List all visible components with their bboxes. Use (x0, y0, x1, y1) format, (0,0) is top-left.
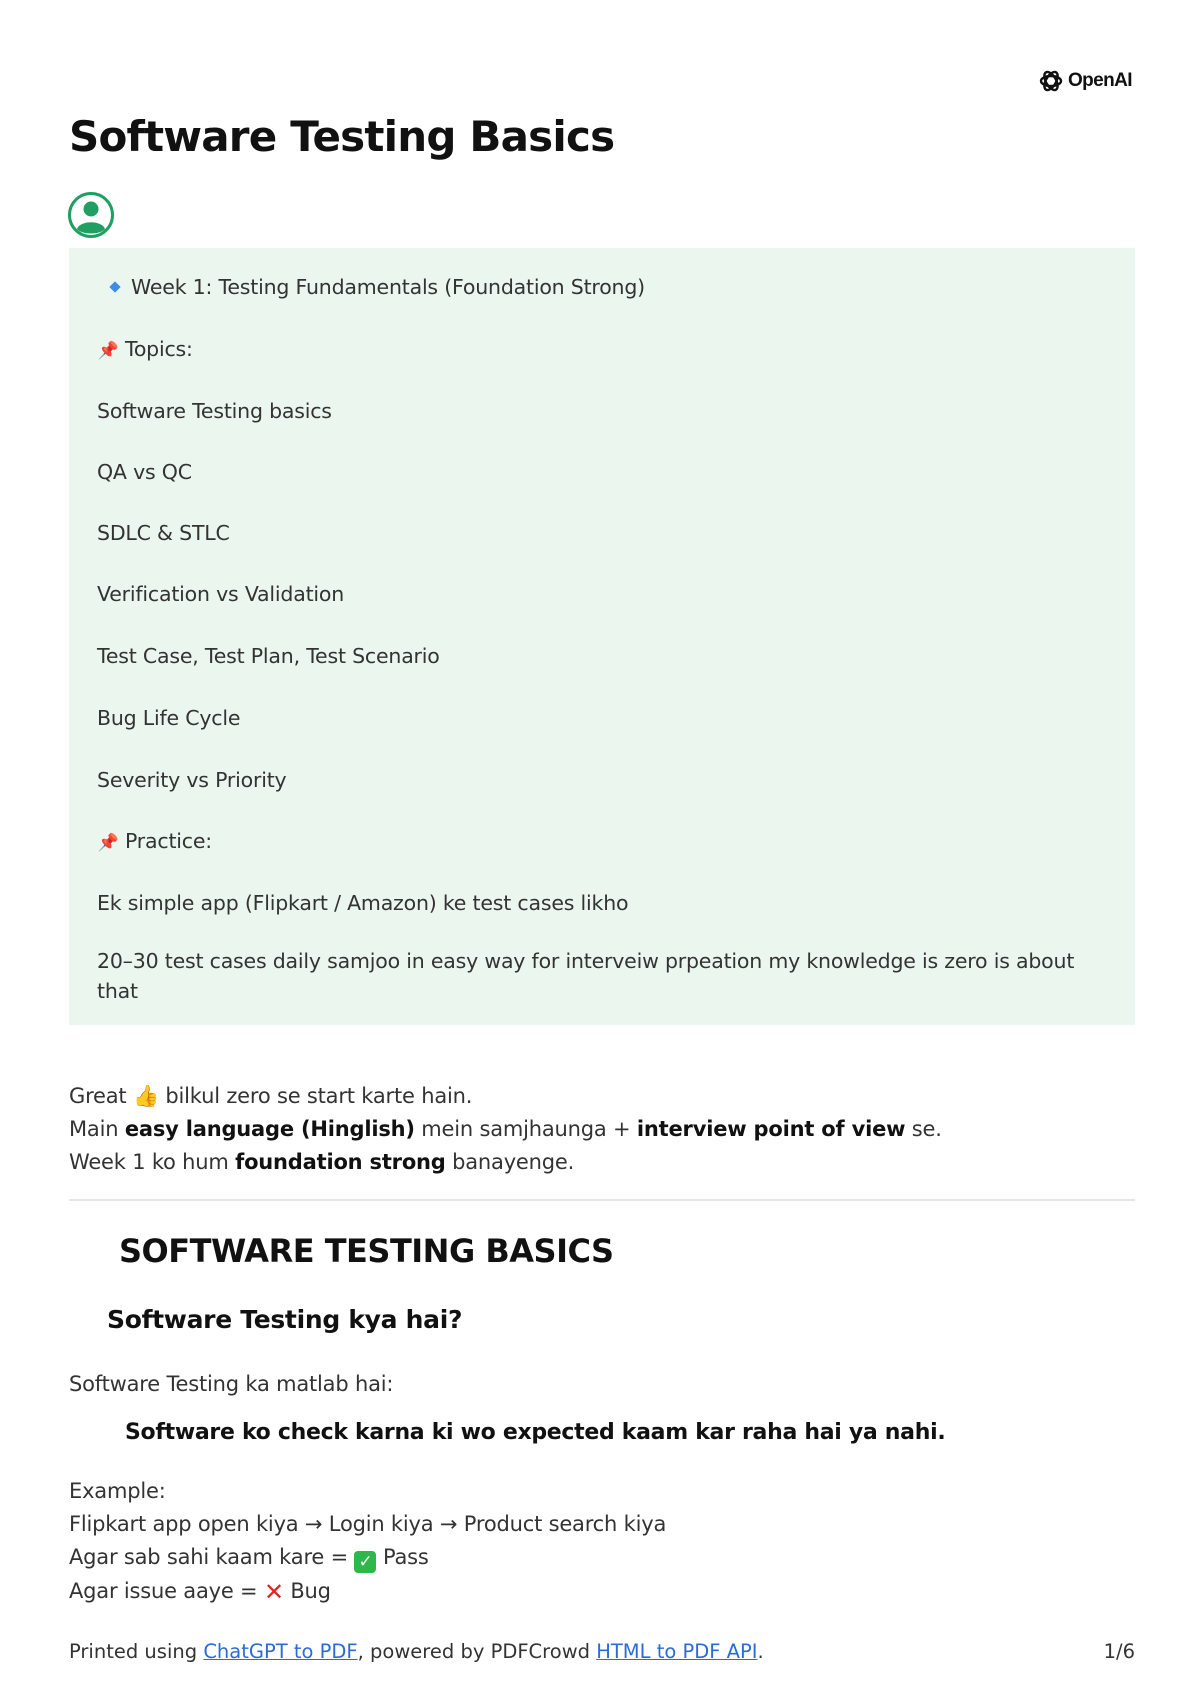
topic-item: QA vs QC (97, 460, 192, 484)
page-title: Software Testing Basics (69, 112, 615, 161)
section-divider (69, 1199, 1135, 1201)
page-number: 1/6 (1103, 1640, 1135, 1663)
logo-text: OpenAI (1068, 70, 1132, 91)
example-line-2: Agar sab sahi kaam kare = ✓ Pass (69, 1545, 429, 1572)
openai-logo (1038, 68, 1132, 94)
example-line-3: Agar issue aaye = ✕ Bug (69, 1578, 331, 1606)
example-label: Example: (69, 1479, 166, 1503)
definition-quote: Software ko check karna ki wo expected kaam kar raha hai ya nahi. (125, 1420, 946, 1445)
blue-diamond-icon (109, 281, 120, 292)
topic-item: SDLC & STLC (97, 521, 230, 545)
chatgpt-to-pdf-link[interactable]: ChatGPT to PDF (203, 1640, 358, 1663)
prompt-line-practice: 📌 Practice: (97, 829, 212, 853)
user-prompt-box (69, 248, 1135, 1025)
prompt-line-week: Week 1: Testing Fundamentals (Foundation Strong) (97, 275, 645, 299)
subheading: Software Testing kya hai? (107, 1305, 463, 1334)
check-mark-icon: ✓ (354, 1551, 376, 1573)
html-to-pdf-api-link[interactable]: HTML to PDF API (596, 1640, 758, 1663)
prompt-line-topics: 📌 Topics: (97, 337, 193, 361)
footer: Printed using ChatGPT to PDF, powered by PDFCrowd HTML to PDF API. (69, 1640, 764, 1663)
definition-intro: Software Testing ka matlab hai: (69, 1372, 394, 1396)
practice-item: Ek simple app (Flipkart / Amazon) ke test cases likho (97, 891, 629, 915)
topic-item: Test Case, Test Plan, Test Scenario (97, 644, 440, 668)
section-heading: SOFTWARE TESTING BASICS (119, 1232, 614, 1270)
reply-line-2: Main easy language (Hinglish) mein samjhaunga + interview point of view se. (69, 1117, 942, 1141)
pushpin-icon: 📌 (97, 833, 119, 853)
reply-line-3: Week 1 ko hum foundation strong banayenge. (69, 1150, 575, 1174)
openai-logo-icon (1038, 68, 1064, 94)
topic-item: Verification vs Validation (97, 582, 345, 606)
example-line-1: Flipkart app open kiya → Login kiya → Product search kiya (69, 1512, 667, 1536)
cross-mark-icon: ✕ (263, 1578, 284, 1606)
topic-item: Bug Life Cycle (97, 706, 241, 730)
topic-item: Severity vs Priority (97, 768, 287, 792)
reply-line-1: Great 👍 bilkul zero se start karte hain. (69, 1084, 473, 1108)
practice-item: 20–30 test cases daily samjoo in easy way for interveiw prpeation my knowledge is zero is about that (97, 949, 1075, 1003)
pushpin-icon: 📌 (97, 341, 119, 361)
user-avatar-icon (68, 192, 114, 238)
thumbs-up-icon: 👍 (132, 1084, 159, 1108)
topic-item: Software Testing basics (97, 399, 332, 423)
